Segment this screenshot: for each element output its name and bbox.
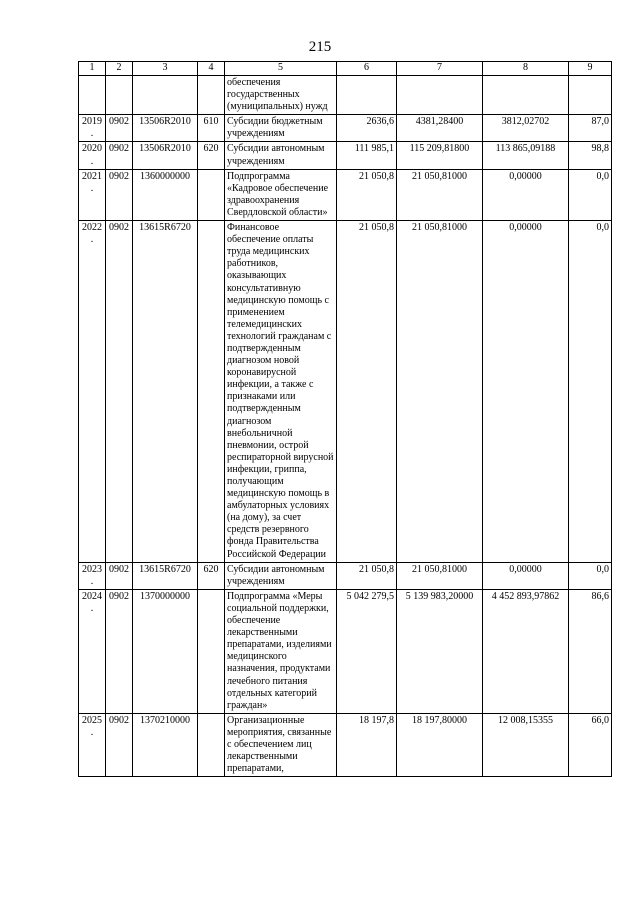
column-header: 9 <box>569 62 612 76</box>
section-code: 0902 <box>106 713 133 776</box>
target-code: 1370210000 <box>133 713 198 776</box>
table-row <box>79 169 612 220</box>
row-number: 2024. <box>79 589 106 713</box>
plan-amount: 21 050,8 <box>337 221 397 563</box>
table-row <box>79 589 612 713</box>
table-row <box>79 76 612 115</box>
plan-amount <box>337 76 397 115</box>
executed-amount: 12 008,15355 <box>483 713 569 776</box>
expense-type <box>198 589 225 713</box>
row-number: 2019. <box>79 115 106 142</box>
executed-amount: 0,00000 <box>483 221 569 563</box>
target-code: 13615R6720 <box>133 562 198 589</box>
plan-amount: 21 050,8 <box>337 562 397 589</box>
section-code: 0902 <box>106 221 133 563</box>
column-header: 6 <box>337 62 397 76</box>
item-name: Подпрограмма «Кадровое обеспечение здравоохранения Свердловской области» <box>225 169 337 220</box>
target-code: 1360000000 <box>133 169 198 220</box>
expense-type <box>198 221 225 563</box>
section-code <box>106 76 133 115</box>
target-code: 13615R6720 <box>133 221 198 563</box>
row-number: 2025. <box>79 713 106 776</box>
execution-percent: 66,0 <box>569 713 612 776</box>
executed-amount: 113 865,09188 <box>483 142 569 169</box>
row-number: 2022. <box>79 221 106 563</box>
item-name: Субсидии бюджетным учреждениям <box>225 115 337 142</box>
executed-amount: 0,00000 <box>483 562 569 589</box>
plan-amount: 21 050,8 <box>337 169 397 220</box>
table-row <box>79 142 612 169</box>
executed-amount <box>483 76 569 115</box>
allocated-amount: 4381,28400 <box>397 115 483 142</box>
table-row <box>79 115 612 142</box>
allocated-amount: 21 050,81000 <box>397 221 483 563</box>
allocated-amount <box>397 76 483 115</box>
execution-percent: 0,0 <box>569 562 612 589</box>
section-code: 0902 <box>106 142 133 169</box>
allocated-amount: 21 050,81000 <box>397 169 483 220</box>
allocated-amount: 115 209,81800 <box>397 142 483 169</box>
item-name: Организационные мероприятия, связанные с обеспечением лиц лекарственными препаратами, <box>225 713 337 776</box>
plan-amount: 111 985,1 <box>337 142 397 169</box>
plan-amount: 18 197,8 <box>337 713 397 776</box>
table-header-row <box>79 62 612 76</box>
row-number: 2020. <box>79 142 106 169</box>
executed-amount: 0,00000 <box>483 169 569 220</box>
item-name: Финансовое обеспечение оплаты труда медицинских работников, оказывающих консультативную медицинскую помощь с применением телемедицинских технологий гражданам с подтвержденным диагнозом новой коронавирусной инфекции, а также с признаками или подтвержденным диагнозом внебольничной пневмонии, острой респираторной вирусной инфекции, гриппа, получающим медицинскую помощь в амбулаторных условиях (на дому), за счет средств резервного фонда Правительства Российской Федерации <box>225 221 337 563</box>
expense-type <box>198 169 225 220</box>
target-code: 1370000000 <box>133 589 198 713</box>
expense-type <box>198 713 225 776</box>
table-row <box>79 713 612 776</box>
row-number <box>79 76 106 115</box>
target-code: 13506R2010 <box>133 115 198 142</box>
section-code: 0902 <box>106 169 133 220</box>
execution-percent: 0,0 <box>569 169 612 220</box>
column-header: 8 <box>483 62 569 76</box>
table-row <box>79 221 612 563</box>
executed-amount: 3812,02702 <box>483 115 569 142</box>
execution-percent: 86,6 <box>569 589 612 713</box>
column-header: 7 <box>397 62 483 76</box>
execution-percent: 0,0 <box>569 221 612 563</box>
allocated-amount: 18 197,80000 <box>397 713 483 776</box>
item-name: Подпрограмма «Меры социальной поддержки, обеспечение лекарственными препаратами, изделиями медицинского назначения, продуктами лечебного питания отдельных категорий граждан» <box>225 589 337 713</box>
column-header: 2 <box>106 62 133 76</box>
section-code: 0902 <box>106 562 133 589</box>
target-code <box>133 76 198 115</box>
expense-type: 620 <box>198 142 225 169</box>
column-header: 3 <box>133 62 198 76</box>
item-name: Субсидии автономным учреждениям <box>225 562 337 589</box>
target-code: 13506R2010 <box>133 142 198 169</box>
item-name: обеспечения государственных (муниципальных) нужд <box>225 76 337 115</box>
expense-type <box>198 76 225 115</box>
row-number: 2021. <box>79 169 106 220</box>
budget-table <box>78 61 612 777</box>
plan-amount: 5 042 279,5 <box>337 589 397 713</box>
page-number: 215 <box>308 39 332 55</box>
column-header: 4 <box>198 62 225 76</box>
row-number: 2023. <box>79 562 106 589</box>
expense-type: 620 <box>198 562 225 589</box>
plan-amount: 2636,6 <box>337 115 397 142</box>
execution-percent <box>569 76 612 115</box>
executed-amount: 4 452 893,97862 <box>483 589 569 713</box>
column-header: 1 <box>79 62 106 76</box>
table-row <box>79 562 612 589</box>
allocated-amount: 21 050,81000 <box>397 562 483 589</box>
expense-type: 610 <box>198 115 225 142</box>
section-code: 0902 <box>106 589 133 713</box>
execution-percent: 98,8 <box>569 142 612 169</box>
column-header: 5 <box>225 62 337 76</box>
execution-percent: 87,0 <box>569 115 612 142</box>
allocated-amount: 5 139 983,20000 <box>397 589 483 713</box>
item-name: Субсидии автономным учреждениям <box>225 142 337 169</box>
section-code: 0902 <box>106 115 133 142</box>
